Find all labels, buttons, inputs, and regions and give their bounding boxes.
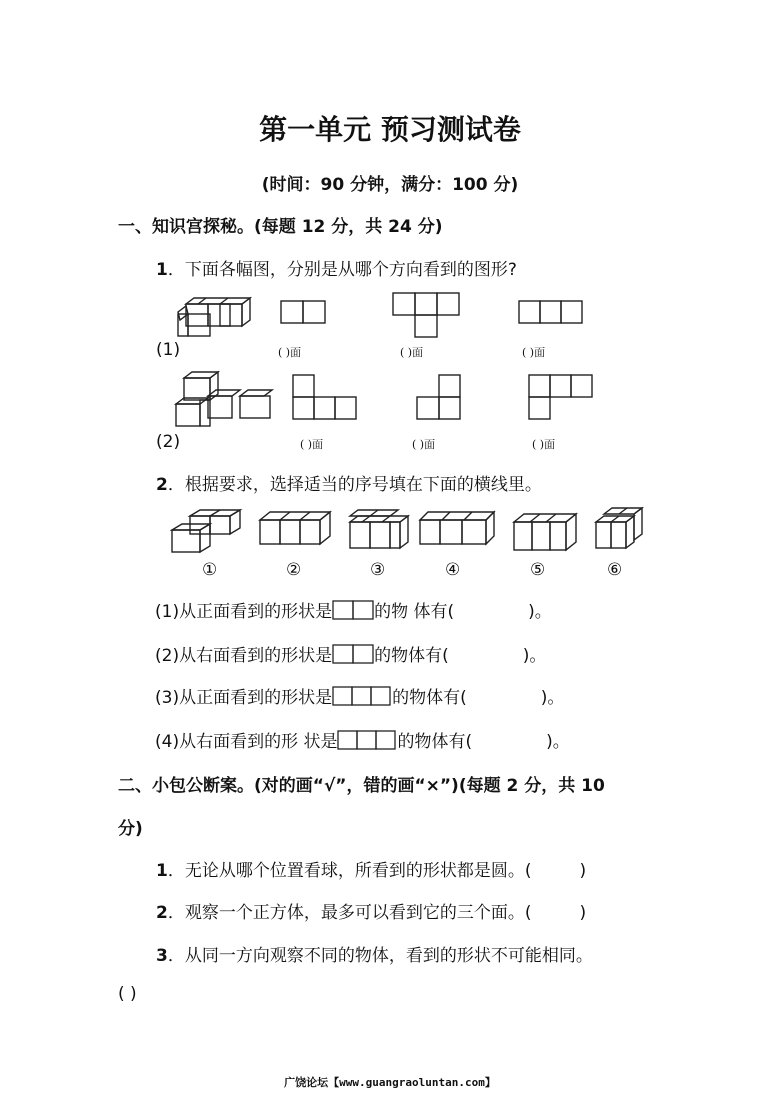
- q2-item-4-end: )。: [546, 732, 570, 752]
- section-2-heading-wrap: 分): [118, 819, 143, 839]
- row-2-view-b: [416, 374, 462, 420]
- judge-item-2-number: 2: [156, 903, 168, 923]
- footer-watermark: 广饶论坛【www.guangraoluntan.com】: [284, 1076, 496, 1089]
- row-1-view-c: [518, 300, 584, 324]
- marker-4: ④: [445, 560, 461, 580]
- q2-item-4-suffix: 的物体有(: [397, 732, 473, 752]
- q2-item-1-end: )。: [528, 602, 552, 622]
- q2-item-2: [155, 641, 546, 669]
- page-title: 第一单元 预习测试卷: [259, 113, 521, 146]
- judge-item-1-number: 1: [156, 861, 168, 881]
- two-square-shape: [332, 644, 374, 669]
- solid-2: [258, 508, 334, 548]
- judge-item-3-number: 3: [156, 946, 168, 966]
- judge-item-1-text: ．无论从哪个位置看球，所看到的形状都是圆。(: [167, 861, 532, 881]
- q2-item-4: [155, 727, 570, 755]
- q2-item-3-suffix: 的物体有(: [392, 688, 467, 708]
- q2-item-4-prefix: (4)从右面看到的形 状是: [155, 732, 338, 752]
- question-1: [156, 255, 517, 280]
- row-2-view-c: [528, 374, 594, 420]
- row-2-solid-figure: [174, 370, 274, 430]
- row-2-view-a: [292, 374, 358, 420]
- judge-item-3: [156, 941, 593, 966]
- row-2-blank-c[interactable]: ( )面: [532, 438, 556, 451]
- section-1-heading: 一、知识宫探秘。(每题 12 分，共 24 分): [118, 217, 443, 237]
- solid-6: [592, 506, 648, 552]
- q2-item-1-suffix: 的物 体有(: [374, 602, 455, 622]
- judge-item-2: [156, 898, 586, 923]
- marker-6: ⑥: [607, 560, 623, 580]
- judge-item-2-end: ): [579, 903, 587, 923]
- judge-item-3-blank[interactable]: ( ): [118, 984, 137, 1004]
- q2-item-2-prefix: (2)从右面看到的形状是: [155, 646, 333, 666]
- row-1-blank-a[interactable]: ( )面: [278, 346, 302, 359]
- question-2-number: 2: [156, 475, 168, 495]
- judge-item-1-end: ): [579, 861, 587, 881]
- question-1-number: 1: [156, 260, 168, 280]
- marker-3: ③: [370, 560, 386, 580]
- solid-1: [170, 508, 244, 554]
- q2-item-2-end: )。: [522, 646, 547, 666]
- row-2-blank-a[interactable]: ( )面: [300, 438, 324, 451]
- question-2: [156, 470, 542, 495]
- q2-item-1-prefix: (1)从正面看到的形状是: [155, 602, 333, 622]
- row-1-solid-figure: [174, 296, 254, 338]
- solid-5: [512, 512, 578, 554]
- marker-5: ⑤: [530, 560, 546, 580]
- q2-item-2-suffix: 的物体有(: [374, 646, 449, 666]
- solid-3: [346, 508, 412, 552]
- row-2-label: (2): [156, 432, 181, 452]
- q2-item-3-end: )。: [540, 688, 565, 708]
- judge-item-2-text: ．观察一个正方体，最多可以看到它的三个面。(: [167, 903, 532, 923]
- marker-1: ①: [202, 560, 218, 580]
- two-square-shape: [332, 600, 374, 625]
- judge-item-3-text: ．从同一方向观察不同的物体，看到的形状不可能相同。: [167, 946, 593, 966]
- judge-item-1: [156, 856, 586, 881]
- section-2-heading: 二、小包公断案。(对的画“√”，错的画“×”)(每题 2 分，共 10: [118, 776, 605, 796]
- three-square-shape: [332, 686, 392, 711]
- row-1-view-b: [392, 292, 460, 338]
- page-subtitle: (时间：90 分钟，满分：100 分): [261, 175, 519, 195]
- q2-item-3: [155, 683, 564, 711]
- solid-4: [418, 508, 498, 550]
- three-square-shape: [337, 730, 397, 755]
- row-1-view-a: [280, 300, 326, 324]
- question-2-text: ．根据要求，选择适当的序号填在下面的横线里。: [167, 475, 542, 495]
- q2-item-1: [155, 597, 552, 625]
- row-1-blank-b[interactable]: ( )面: [400, 346, 424, 359]
- row-2-blank-b[interactable]: ( )面: [412, 438, 436, 451]
- row-1-blank-c[interactable]: ( )面: [522, 346, 546, 359]
- row-1-label: (1): [156, 340, 181, 360]
- question-1-text: ．下面各幅图，分别是从哪个方向看到的图形?: [167, 260, 517, 280]
- q2-item-3-prefix: (3)从正面看到的形状是: [155, 688, 333, 708]
- marker-2: ②: [286, 560, 302, 580]
